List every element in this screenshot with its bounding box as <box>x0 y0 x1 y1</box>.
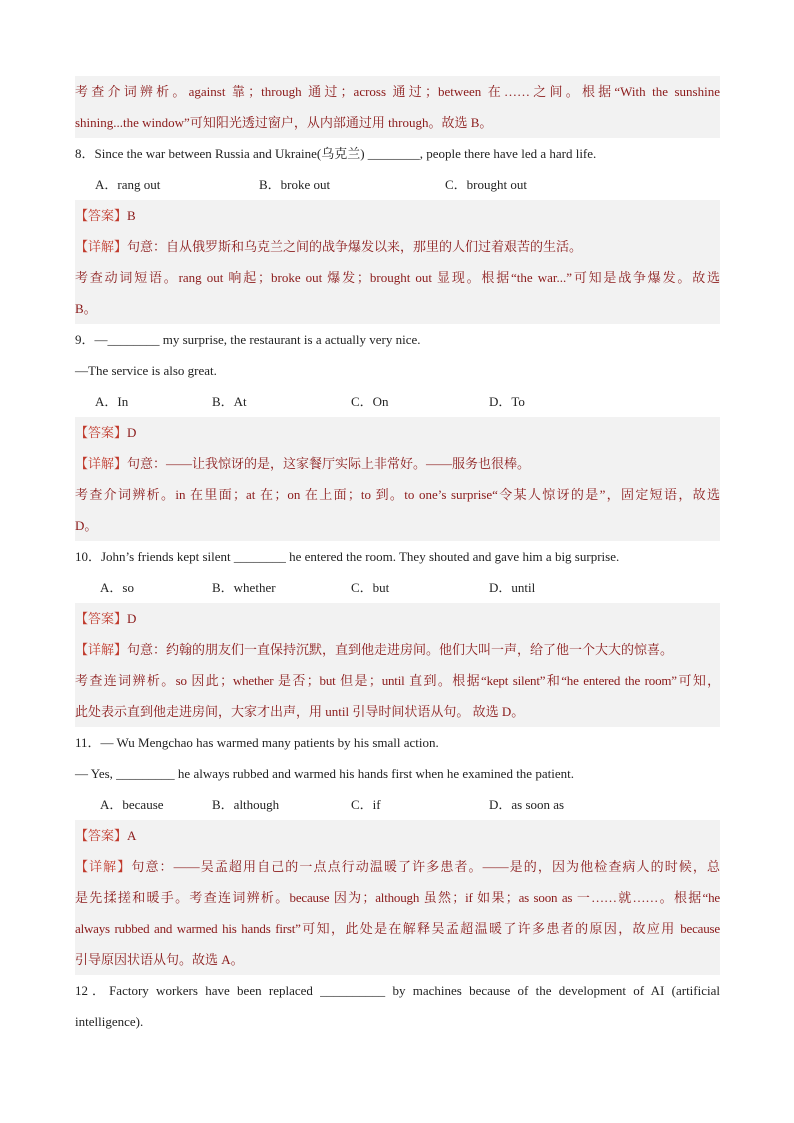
answer-value: B <box>127 208 136 223</box>
prev-detail-line-2: shining...the window”可知阳光透过窗户，从内部通过用 through。故选 B。 <box>75 107 720 138</box>
q8-detail-line-1 <box>75 231 720 262</box>
q10-option-d: D．until <box>489 580 536 595</box>
q8-stem: 8．Since the war between Russia and Ukraine(乌克兰) ________, people there have led a hard life. <box>75 146 597 161</box>
q10-stem: 10．John’s friends kept silent ________ he entered the room. They shouted and gave him a big surprise. <box>75 549 620 564</box>
q11-detail-line-2: 是先揉搓和暖手。考查连词辨析。because 因为；although 虽然；if 如果；as soon as 一……就……。根据“he <box>75 882 720 913</box>
answer-value: A <box>127 828 137 843</box>
q10-detail-line-1 <box>75 634 720 665</box>
q9-option-a: A．In <box>95 394 129 409</box>
q9-option-c: C．On <box>351 394 389 409</box>
q10-answer <box>75 603 720 634</box>
q11-detail-line-3: always rubbed and warmed his hands first”可知，此处是在解释吴孟超温暖了许多患者的原因，故应用 because <box>75 913 720 944</box>
prev-detail-line-1: 考查介词辨析。against 靠；through 通过；across 通过；between 在……之间。根据“With the sunshine <box>75 76 720 107</box>
q9-stem: 9．—________ my surprise, the restaurant is a actually very nice. <box>75 332 421 347</box>
q9-options <box>75 386 720 417</box>
answer-label: 【答案】 <box>75 425 128 440</box>
q8-options <box>75 169 720 200</box>
q9-detail-line-3: D。 <box>75 510 720 541</box>
q11-detail-line-1 <box>75 851 720 882</box>
q11-option-b: B．although <box>212 797 280 812</box>
q8-option-a: A．rang out <box>95 177 161 192</box>
q8-detail-line-2: 考查动词短语。rang out 响起；broke out 爆发；brought out 显现。根据“the war...”可知是战争爆发。故选 <box>75 262 720 293</box>
q10-detail-line-2: 考查连词辨析。so 因此；whether 是否；but 但是；until 直到。根据“kept silent”和“he entered the room”可知， <box>75 665 720 696</box>
q11-detail-line-4: 引导原因状语从句。故选 A。 <box>75 944 720 975</box>
q10-options <box>75 572 720 603</box>
q8-detail-line-3: B。 <box>75 293 720 324</box>
q8-option-c: C．brought out <box>445 177 527 192</box>
q12-stem-2: intelligence). <box>75 1014 144 1029</box>
answer-value: D <box>127 611 137 626</box>
q8-option-b: B．broke out <box>259 177 331 192</box>
detail-text: 句意：——让我惊讶的是，这家餐厅实际上非常好。——服务也很棒。 <box>127 456 531 471</box>
detail-label: 【详解】 <box>75 456 128 471</box>
detail-text: 句意：自从俄罗斯和乌克兰之间的战争爆发以来，那里的人们过着艰苦的生活。 <box>127 239 583 254</box>
q9-detail-line-2: 考查介词辨析。in 在里面；at 在；on 在上面；to 到。to one’s surprise“令某人惊讶的是”，固定短语，故选 <box>75 479 720 510</box>
q11-option-d: D．as soon as <box>489 797 565 812</box>
answer-label: 【答案】 <box>75 611 128 626</box>
q8-answer <box>75 200 720 231</box>
q11-option-a: A．because <box>100 797 164 812</box>
q11-stem: 11．— Wu Mengchao has warmed many patients by his small action. <box>75 735 439 750</box>
q10-option-b: B．whether <box>212 580 276 595</box>
answer-value: D <box>127 425 137 440</box>
q11-option-c: C．if <box>351 797 381 812</box>
q9-answer <box>75 417 720 448</box>
q9-detail-line-1 <box>75 448 720 479</box>
q9-option-b: B．At <box>212 394 247 409</box>
q10-option-a: A．so <box>100 580 134 595</box>
detail-label: 【详解】 <box>75 642 128 657</box>
detail-label: 【详解】 <box>75 239 128 254</box>
q9-stem-2: —The service is also great. <box>75 363 217 378</box>
content-area <box>75 76 720 1037</box>
q10-detail-line-3: 此处表示直到他走进房间，大家才出声，用 until 引导时间状语从句。 故选 D。 <box>75 696 720 727</box>
q11-answer <box>75 820 720 851</box>
q12-stem: 12．Factory workers have been replaced __________ by machines because of the development of AI (artificial <box>75 983 720 998</box>
detail-text: 句意：约翰的朋友们一直保持沉默，直到他走进房间。他们大叫一声，给了他一个大大的惊喜。 <box>127 642 674 657</box>
q10-option-c: C．but <box>351 580 390 595</box>
detail-label: 【详解】 <box>75 859 132 874</box>
answer-label: 【答案】 <box>75 208 128 223</box>
q11-options <box>75 789 720 820</box>
answer-label: 【答案】 <box>75 828 128 843</box>
q9-option-d: D．To <box>489 394 525 409</box>
detail-text: 句意：——吴孟超用自己的一点点行动温暖了许多患者。——是的，因为他检查病人的时候，总 <box>131 859 720 874</box>
q11-stem-2: — Yes, _________ he always rubbed and warmed his hands first when he examined the patient. <box>75 766 574 781</box>
